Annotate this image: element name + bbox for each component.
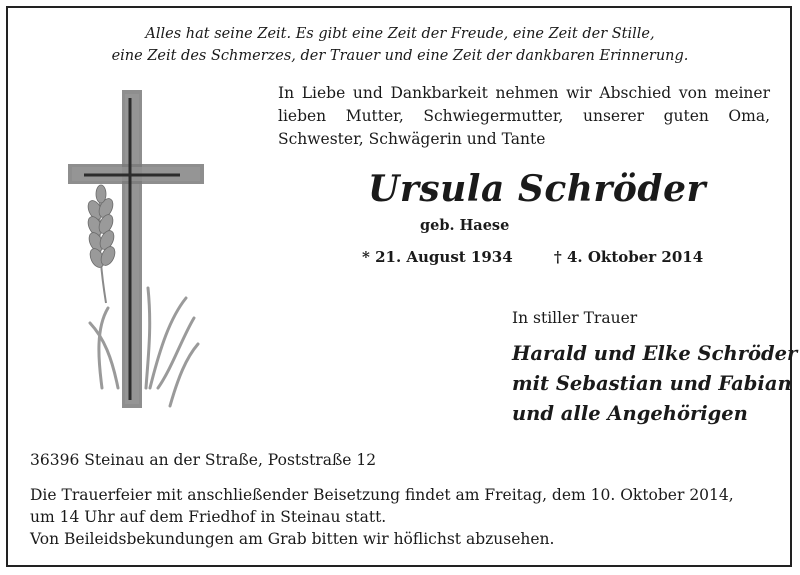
mourner-line: Harald und Elke Schröder (512, 342, 798, 365)
funeral-line: Die Trauerfeier mit anschließender Beisetzung findet am Freitag, dem 10. Oktober 2014, (30, 486, 734, 504)
intro-text: In Liebe und Dankbarkeit nehmen wir Abschied von meiner lieben Mutter, Schwiegermutter, unserer guten Oma, Schwester, Schwägerin und Tante (278, 84, 770, 148)
funeral-info (30, 484, 775, 550)
motto-line: eine Zeit des Schmerzes, der Trauer und eine Zeit der dankbaren Erinnerung. (111, 48, 689, 64)
funeral-line: um 14 Uhr auf dem Friedhof in Steinau statt. (30, 508, 387, 526)
mourning-label: In stiller Trauer (512, 309, 638, 327)
birth-date: * 21. August 1934 (362, 248, 513, 266)
mourners-list (512, 339, 797, 429)
address: 36396 Steinau an der Straße, Poststraße 12 (30, 451, 377, 469)
deceased-name: Ursula Schröder (368, 168, 706, 210)
mourner-line: und alle Angehörigen (512, 402, 748, 425)
mourner-line: mit Sebastian und Fabian (512, 372, 792, 395)
life-dates (362, 246, 703, 268)
motto-line: Alles hat seine Zeit. Es gibt eine Zeit der Freude, eine Zeit der Stille, (145, 26, 655, 42)
cross-with-wheat-icon (62, 88, 210, 414)
motto (0, 23, 800, 67)
death-date: † 4. Oktober 2014 (553, 248, 704, 266)
funeral-line: Von Beileidsbekundungen am Grab bitten wir höflichst abzusehen. (30, 530, 555, 548)
birth-name: geb. Haese (420, 217, 510, 234)
